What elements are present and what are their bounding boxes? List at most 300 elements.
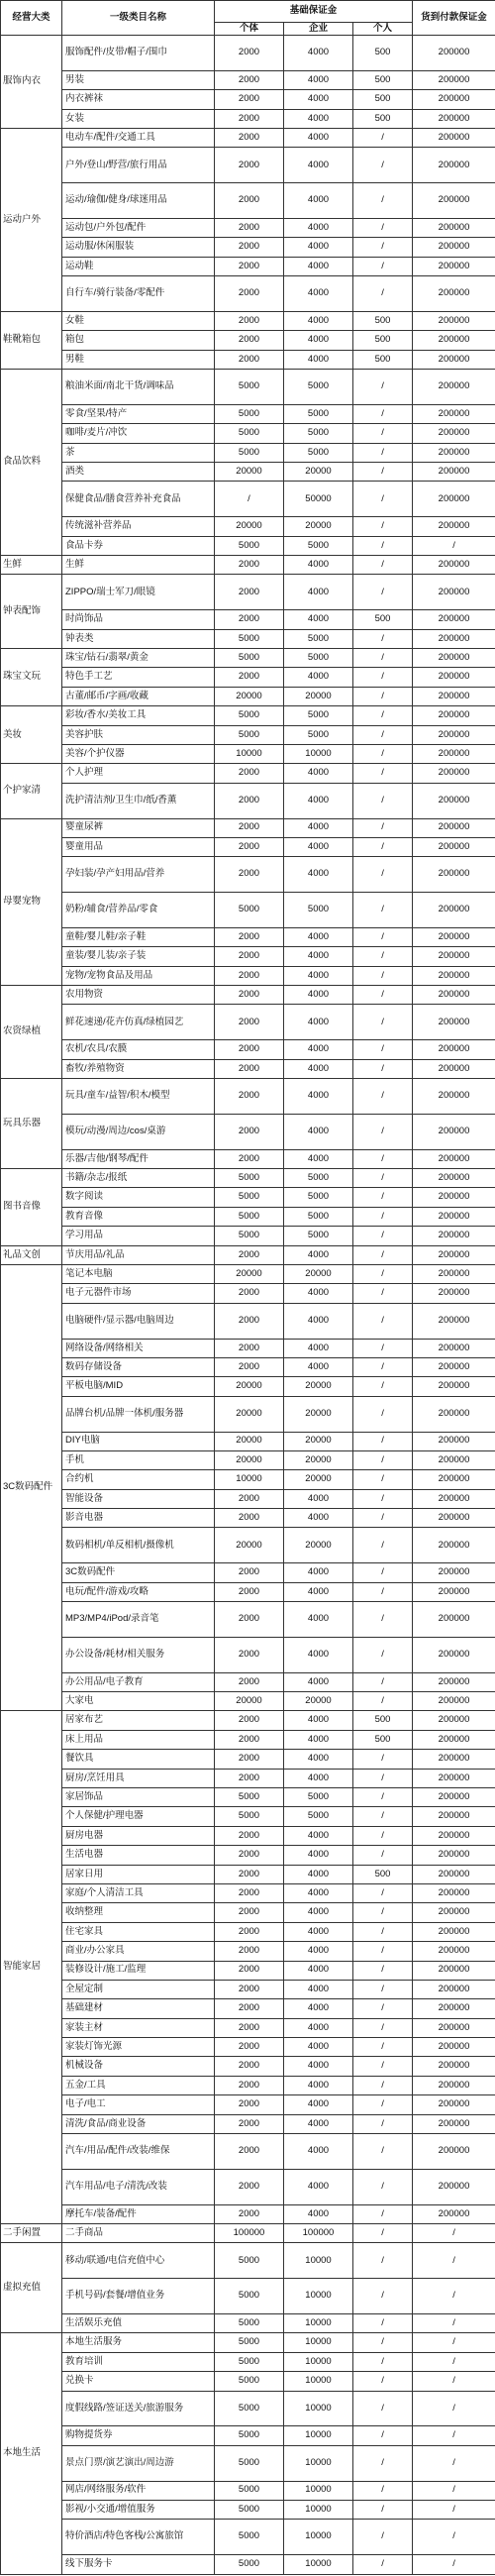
subcategory-cell: 厨房/烹饪用具 [62,1769,215,1787]
table-row [1,1961,495,1980]
personal-deposit-cell: / [353,2114,413,2133]
personal-deposit-cell: 500 [353,1711,413,1730]
subcategory-cell: 玩具/童车/益智/积木/模型 [62,1079,215,1115]
enterprise-deposit-cell: 10000 [284,2520,353,2555]
personal-deposit-cell: / [353,1284,413,1303]
category-cell: 二手闲置 [1,2224,62,2243]
personal-deposit-cell: / [353,2314,413,2333]
table-row [1,482,495,517]
personal-deposit-cell: 500 [353,331,413,350]
subcategory-cell: ZIPPO/瑞士军刀/眼镜 [62,575,215,610]
enterprise-deposit-cell: 4000 [284,556,353,575]
individual-deposit-cell: 2000 [215,1509,284,1528]
cod-deposit-cell: 200000 [413,1303,495,1339]
cod-deposit-cell: 200000 [413,2076,495,2094]
enterprise-deposit-cell: 4000 [284,857,353,893]
cod-deposit-cell: 200000 [413,1509,495,1528]
individual-deposit-cell: 2000 [215,1942,284,1961]
table-row [1,2391,495,2426]
subcategory-cell: 运动/瑜伽/健身/球迷用品 [62,183,215,219]
personal-deposit-cell: / [353,1692,413,1711]
cod-deposit-cell: 200000 [413,764,495,783]
cod-deposit-cell: 200000 [413,2095,495,2114]
personal-deposit-cell: / [353,687,413,705]
individual-deposit-cell: 5000 [215,649,284,668]
table-row [1,238,495,257]
individual-deposit-cell: 2000 [215,1903,284,1922]
individual-deposit-cell: 5000 [215,2314,284,2333]
table-row [1,986,495,1005]
subcategory-cell: 生鲜 [62,556,215,575]
individual-deposit-cell: 2000 [215,556,284,575]
personal-deposit-cell: / [353,744,413,763]
subcategory-cell: 办公设备/耗材/相关服务 [62,1637,215,1672]
individual-deposit-cell: 2000 [215,1602,284,1638]
enterprise-deposit-cell: 4000 [284,1303,353,1339]
subcategory-cell: 童鞋/婴儿鞋/亲子鞋 [62,927,215,946]
cod-deposit-cell: 200000 [413,1357,495,1376]
table-row [1,1489,495,1508]
table-row [1,1059,495,1078]
cod-deposit-cell: 200000 [413,238,495,257]
enterprise-deposit-cell: 10000 [284,2481,353,2500]
subcategory-cell: 时尚饰品 [62,610,215,629]
individual-deposit-cell: 2000 [215,947,284,966]
cod-deposit-cell: 200000 [413,1470,495,1489]
table-row [1,687,495,705]
individual-deposit-cell: 2000 [215,837,284,856]
category-cell: 美妆 [1,706,62,764]
personal-deposit-cell: / [353,1114,413,1149]
header-individual: 个体 [215,23,284,36]
table-row [1,1207,495,1226]
personal-deposit-cell: / [353,725,413,744]
enterprise-deposit-cell: 10000 [284,2426,353,2445]
table-row [1,2426,495,2445]
subcategory-cell: 自行车/骑行装备/零配件 [62,276,215,312]
table-row [1,1711,495,1730]
personal-deposit-cell: / [353,2204,413,2223]
personal-deposit-cell: / [353,482,413,517]
table-row [1,1149,495,1168]
table-row [1,70,495,89]
subcategory-cell: 数码相机/单反相机/摄像机 [62,1528,215,1563]
individual-deposit-cell: 5000 [215,536,284,555]
table-row [1,1846,495,1865]
personal-deposit-cell: / [353,1303,413,1339]
personal-deposit-cell: / [353,1207,413,1226]
table-row [1,463,495,482]
enterprise-deposit-cell: 4000 [284,1582,353,1601]
cod-deposit-cell: / [413,2555,495,2574]
cod-deposit-cell: 200000 [413,1079,495,1115]
table-row [1,2204,495,2223]
cod-deposit-cell: 200000 [413,556,495,575]
individual-deposit-cell: 5000 [215,1227,284,1245]
cod-deposit-cell: 200000 [413,148,495,183]
enterprise-deposit-cell: 4000 [284,1883,353,1902]
table-row [1,2314,495,2333]
individual-deposit-cell: 2000 [215,1245,284,1264]
enterprise-deposit-cell: 20000 [284,1528,353,1563]
enterprise-deposit-cell: 5000 [284,725,353,744]
enterprise-deposit-cell: 5000 [284,1169,353,1188]
individual-deposit-cell: 2000 [215,1769,284,1787]
cod-deposit-cell: 200000 [413,1999,495,2018]
subcategory-cell: 教育音像 [62,1207,215,1226]
table-row [1,1005,495,1040]
personal-deposit-cell: / [353,1999,413,2018]
personal-deposit-cell: / [353,1582,413,1601]
enterprise-deposit-cell: 4000 [284,2057,353,2076]
enterprise-deposit-cell: 5000 [284,1788,353,1807]
enterprise-deposit-cell: 20000 [284,517,353,536]
personal-deposit-cell: / [353,947,413,966]
cod-deposit-cell: 200000 [413,1883,495,1902]
personal-deposit-cell: 500 [353,1730,413,1749]
cod-deposit-cell: / [413,2279,495,2314]
individual-deposit-cell: 2000 [215,1489,284,1508]
individual-deposit-cell: 5000 [215,2445,284,2481]
enterprise-deposit-cell: 4000 [284,331,353,350]
subcategory-cell: 厨房电器 [62,1826,215,1845]
individual-deposit-cell: 5000 [215,1207,284,1226]
personal-deposit-cell: / [353,218,413,237]
personal-deposit-cell: / [353,1040,413,1059]
personal-deposit-cell: 500 [353,70,413,89]
enterprise-deposit-cell: 4000 [284,311,353,330]
cod-deposit-cell: 200000 [413,1489,495,1508]
enterprise-deposit-cell: 5000 [284,629,353,648]
enterprise-deposit-cell: 4000 [284,1489,353,1508]
cod-deposit-cell: 200000 [413,783,495,818]
cod-deposit-cell: 200000 [413,837,495,856]
table-row [1,1470,495,1489]
enterprise-deposit-cell: 4000 [284,1357,353,1376]
enterprise-deposit-cell: 4000 [284,183,353,219]
enterprise-deposit-cell: 4000 [284,2076,353,2094]
cod-deposit-cell: 200000 [413,1807,495,1826]
cod-deposit-cell: 200000 [413,1750,495,1769]
table-row [1,128,495,147]
header-row-1 [1,1,495,23]
subcategory-cell: 生活电器 [62,1846,215,1865]
personal-deposit-cell: / [353,404,413,423]
subcategory-cell: 个人保健/护理电器 [62,1807,215,1826]
enterprise-deposit-cell: 4000 [284,1769,353,1787]
cod-deposit-cell: / [413,2426,495,2445]
personal-deposit-cell: / [353,1396,413,1432]
subcategory-cell: 景点门票/演艺演出/周边游 [62,2445,215,2481]
enterprise-deposit-cell: 4000 [284,2204,353,2223]
subcategory-cell: 机械设备 [62,2057,215,2076]
subcategory-cell: 孕妇装/孕产妇用品/营养 [62,857,215,893]
enterprise-deposit-cell: 4000 [284,350,353,369]
individual-deposit-cell: 2000 [215,1582,284,1601]
enterprise-deposit-cell: 4000 [284,1005,353,1040]
subcategory-cell: 手机 [62,1450,215,1469]
personal-deposit-cell: / [353,1470,413,1489]
enterprise-deposit-cell: 4000 [284,575,353,610]
enterprise-deposit-cell: 4000 [284,764,353,783]
cod-deposit-cell: 200000 [413,1942,495,1961]
subcategory-cell: 保健食品/膳食营养补充食品 [62,482,215,517]
enterprise-deposit-cell: 4000 [284,1563,353,1582]
category-cell: 个护家清 [1,764,62,818]
subcategory-cell: 影音电器 [62,1509,215,1528]
cod-deposit-cell: 200000 [413,629,495,648]
category-cell: 生鲜 [1,556,62,575]
subcategory-cell: 农机/农具/农膜 [62,1040,215,1059]
personal-deposit-cell: / [353,1788,413,1807]
cod-deposit-cell: / [413,2243,495,2279]
table-row [1,1942,495,1961]
personal-deposit-cell: / [353,1357,413,1376]
subcategory-cell: 购物提货券 [62,2426,215,2445]
enterprise-deposit-cell: 5000 [284,1807,353,1826]
subcategory-cell: 全屋定制 [62,1980,215,1998]
table-row [1,947,495,966]
table-row [1,893,495,928]
table-row [1,183,495,219]
table-row [1,331,495,350]
cod-deposit-cell: 200000 [413,1672,495,1691]
cod-deposit-cell: 200000 [413,311,495,330]
cod-deposit-cell: 200000 [413,610,495,629]
table-row [1,2481,495,2500]
category-cell: 图书音像 [1,1169,62,1246]
table-row [1,1227,495,1245]
subcategory-cell: 二手商品 [62,2224,215,2243]
individual-deposit-cell: 2000 [215,70,284,89]
enterprise-deposit-cell: 4000 [284,927,353,946]
cod-deposit-cell: 200000 [413,218,495,237]
enterprise-deposit-cell: 4000 [284,1865,353,1883]
cod-deposit-cell: 200000 [413,1961,495,1980]
individual-deposit-cell: 5000 [215,424,284,443]
enterprise-deposit-cell: 4000 [284,1040,353,1059]
cod-deposit-cell: 200000 [413,1922,495,1941]
cod-deposit-cell: 200000 [413,1377,495,1396]
personal-deposit-cell: / [353,668,413,687]
subcategory-cell: 居家布艺 [62,1711,215,1730]
enterprise-deposit-cell: 4000 [284,1114,353,1149]
personal-deposit-cell: / [353,1980,413,1998]
category-cell: 智能家居 [1,1711,62,2224]
individual-deposit-cell: 2000 [215,1357,284,1376]
individual-deposit-cell: 2000 [215,1563,284,1582]
enterprise-deposit-cell: 20000 [284,1450,353,1469]
cod-deposit-cell: / [413,2391,495,2426]
subcategory-cell: 珠宝/钻石/翡翠/黄金 [62,649,215,668]
cod-deposit-cell: 200000 [413,276,495,312]
personal-deposit-cell: / [353,783,413,818]
cod-deposit-cell: 200000 [413,986,495,1005]
table-row [1,1303,495,1339]
individual-deposit-cell: 2000 [215,257,284,275]
subcategory-cell: 鲜花速递/花卉仿真/绿植园艺 [62,1005,215,1040]
table-row [1,1582,495,1601]
personal-deposit-cell: / [353,148,413,183]
enterprise-deposit-cell: 4000 [284,2114,353,2133]
personal-deposit-cell: / [353,2243,413,2279]
individual-deposit-cell: 2000 [215,350,284,369]
table-row [1,218,495,237]
enterprise-deposit-cell: 10000 [284,2372,353,2391]
enterprise-deposit-cell: 4000 [284,783,353,818]
subcategory-cell: 乐器/吉他/钢琴/配件 [62,1149,215,1168]
personal-deposit-cell: / [353,764,413,783]
table-row [1,857,495,893]
cod-deposit-cell: / [413,2314,495,2333]
subcategory-cell: 装修设计/施工/监理 [62,1961,215,1980]
subcategory-cell: 兑换卡 [62,2372,215,2391]
individual-deposit-cell: 2000 [215,109,284,128]
enterprise-deposit-cell: 5000 [284,1227,353,1245]
subcategory-cell: 电子/电工 [62,2095,215,2114]
enterprise-deposit-cell: 4000 [284,1980,353,1998]
individual-deposit-cell: 2000 [215,1730,284,1749]
enterprise-deposit-cell: 5000 [284,706,353,725]
personal-deposit-cell: / [353,2134,413,2170]
subcategory-cell: 大家电 [62,1692,215,1711]
cod-deposit-cell: 200000 [413,183,495,219]
subcategory-cell: 线下服务卡 [62,2555,215,2574]
table-row [1,668,495,687]
table-row [1,1692,495,1711]
personal-deposit-cell: / [353,1826,413,1845]
table-row [1,109,495,128]
cod-deposit-cell: 200000 [413,725,495,744]
cod-deposit-cell: 200000 [413,1528,495,1563]
subcategory-cell: 床上用品 [62,1730,215,1749]
personal-deposit-cell: / [353,2076,413,2094]
personal-deposit-cell: / [353,2038,413,2057]
header-cod-deposit: 货到付款保证金 [413,1,495,36]
individual-deposit-cell: 20000 [215,1432,284,1450]
individual-deposit-cell: 5000 [215,2391,284,2426]
subcategory-cell: 电子元器件市场 [62,1284,215,1303]
subcategory-cell: 宠物/宠物食品及用品 [62,966,215,985]
table-row [1,1750,495,1769]
personal-deposit-cell: / [353,1377,413,1396]
subcategory-cell: 汽车/用品/配件/改装/维保 [62,2134,215,2170]
individual-deposit-cell: 20000 [215,1450,284,1469]
individual-deposit-cell: 5000 [215,2333,284,2352]
enterprise-deposit-cell: 4000 [284,947,353,966]
cod-deposit-cell: 200000 [413,2204,495,2223]
individual-deposit-cell: 20000 [215,517,284,536]
enterprise-deposit-cell: 4000 [284,257,353,275]
personal-deposit-cell: / [353,2279,413,2314]
table-row [1,1769,495,1787]
personal-deposit-cell: / [353,1563,413,1582]
individual-deposit-cell: / [215,482,284,517]
cod-deposit-cell: 200000 [413,2169,495,2204]
individual-deposit-cell: 2000 [215,1149,284,1168]
cod-deposit-cell: 200000 [413,2114,495,2133]
personal-deposit-cell: / [353,2169,413,2204]
subcategory-cell: 服饰配件/皮带/帽子/围巾 [62,36,215,71]
header-subcategory: 一级类目名称 [62,1,215,36]
table-row [1,350,495,369]
cod-deposit-cell: 200000 [413,90,495,109]
cod-deposit-cell: 200000 [413,1149,495,1168]
header-enterprise: 企业 [284,23,353,36]
cod-deposit-cell: 200000 [413,1264,495,1283]
table-row [1,2372,495,2391]
individual-deposit-cell: 2000 [215,1922,284,1941]
subcategory-cell: 基础建材 [62,1999,215,2018]
subcategory-cell: 电玩/配件/游戏/攻略 [62,1582,215,1601]
table-row [1,1114,495,1149]
table-row [1,1245,495,1264]
personal-deposit-cell: / [353,2057,413,2076]
cod-deposit-cell: 200000 [413,575,495,610]
personal-deposit-cell: / [353,2333,413,2352]
enterprise-deposit-cell: 4000 [284,1750,353,1769]
enterprise-deposit-cell: 20000 [284,463,353,482]
individual-deposit-cell: 5000 [215,2279,284,2314]
enterprise-deposit-cell: 4000 [284,90,353,109]
cod-deposit-cell: 200000 [413,2057,495,2076]
cod-deposit-cell: 200000 [413,744,495,763]
enterprise-deposit-cell: 5000 [284,649,353,668]
subcategory-cell: 移动/联通/电信充值中心 [62,2243,215,2279]
personal-deposit-cell: / [353,629,413,648]
individual-deposit-cell: 5000 [215,725,284,744]
cod-deposit-cell: / [413,2481,495,2500]
subcategory-cell: 特色手工艺 [62,668,215,687]
subcategory-cell: 洗护清洁剂/卫生巾/纸/香薰 [62,783,215,818]
cod-deposit-cell: 200000 [413,1769,495,1787]
cod-deposit-cell: / [413,2520,495,2555]
cod-deposit-cell: 200000 [413,2038,495,2057]
cod-deposit-cell: / [413,2333,495,2352]
table-row [1,1637,495,1672]
subcategory-cell: 美容/个护仪器 [62,744,215,763]
individual-deposit-cell: 20000 [215,1528,284,1563]
table-row [1,1730,495,1749]
cod-deposit-cell: 200000 [413,370,495,405]
enterprise-deposit-cell: 4000 [284,1730,353,1749]
cod-deposit-cell: 200000 [413,1188,495,1207]
enterprise-deposit-cell: 4000 [284,1922,353,1941]
cod-deposit-cell: 200000 [413,404,495,423]
cod-deposit-cell: 200000 [413,1980,495,1998]
table-row [1,2095,495,2114]
subcategory-cell: 住宅家具 [62,1922,215,1941]
enterprise-deposit-cell: 4000 [284,668,353,687]
table-row [1,2445,495,2481]
cod-deposit-cell: 200000 [413,482,495,517]
table-row [1,311,495,330]
table-row [1,2333,495,2352]
enterprise-deposit-cell: 4000 [284,1961,353,1980]
individual-deposit-cell: 2000 [215,2057,284,2076]
subcategory-cell: DIY电脑 [62,1432,215,1450]
cod-deposit-cell: / [413,2445,495,2481]
enterprise-deposit-cell: 4000 [284,1999,353,2018]
individual-deposit-cell: 2000 [215,1865,284,1883]
enterprise-deposit-cell: 4000 [284,1284,353,1303]
table-row [1,610,495,629]
personal-deposit-cell: / [353,2372,413,2391]
cod-deposit-cell: 200000 [413,927,495,946]
subcategory-cell: 家庭/个人清洁工具 [62,1883,215,1902]
individual-deposit-cell: 2000 [215,311,284,330]
table-row [1,818,495,837]
